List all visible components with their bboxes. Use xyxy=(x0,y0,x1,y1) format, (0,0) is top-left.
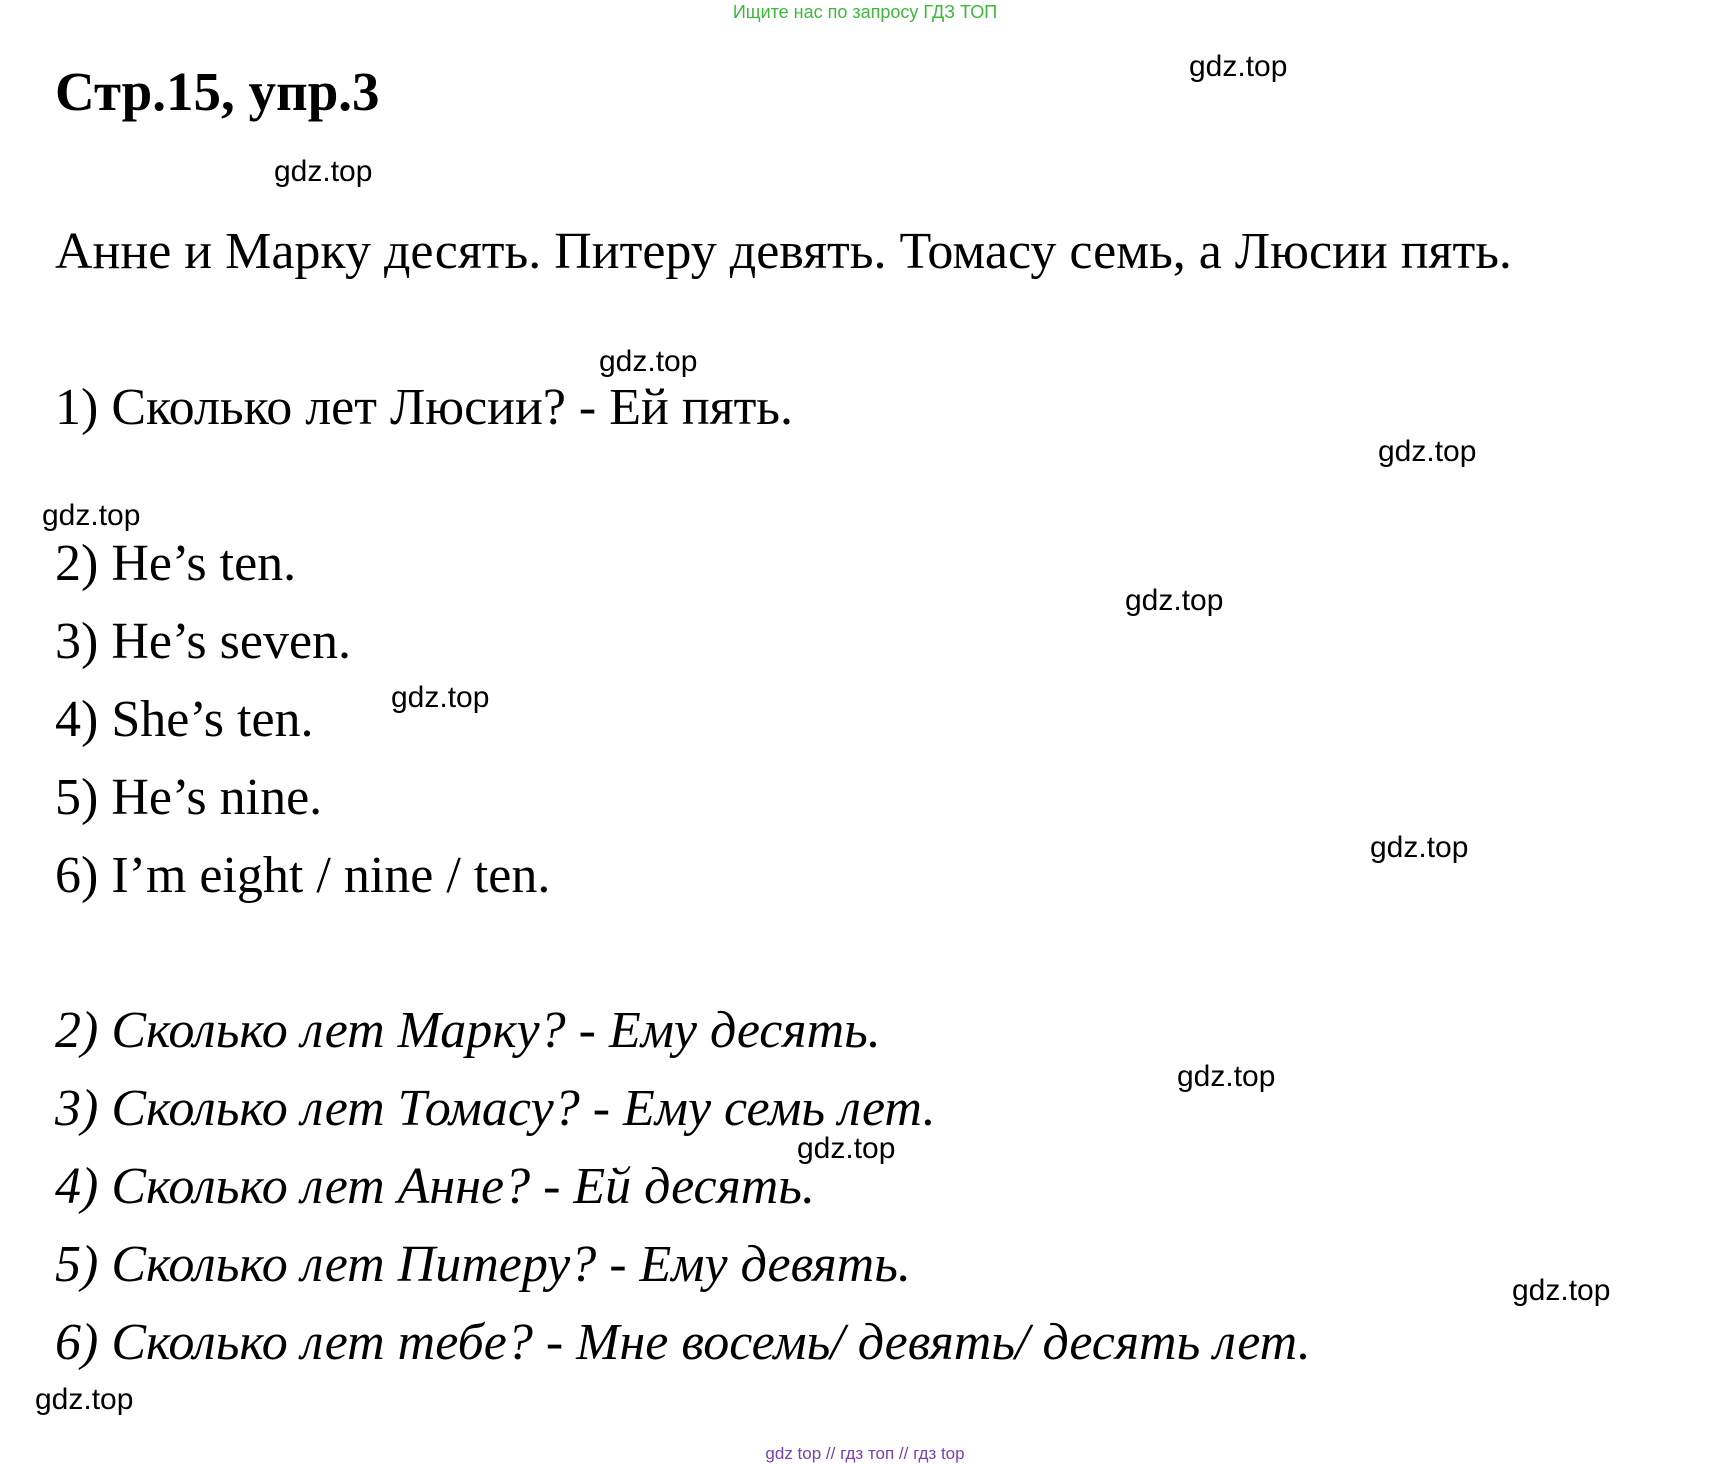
watermark: gdz.top xyxy=(1370,831,1469,864)
footer-links[interactable]: gdz top // гдз топ // гдз top xyxy=(765,1444,965,1463)
watermark: gdz.top xyxy=(1512,1274,1611,1307)
watermark: gdz.top xyxy=(599,345,698,378)
translation-line-4: 4) Сколько лет Анне? - Ей десять. xyxy=(55,1158,815,1215)
watermark: gdz.top xyxy=(1189,50,1288,83)
watermark: gdz.top xyxy=(391,681,490,714)
watermark: gdz.top xyxy=(1378,435,1477,468)
english-answer-4: 4) She’s ten. xyxy=(55,691,314,748)
translation-line-6: 6) Сколько лет тебе? - Мне восемь/ девять/ десять лет. xyxy=(55,1314,1311,1371)
watermark: gdz.top xyxy=(274,155,373,188)
english-answer-6: 6) I’m eight / nine / ten. xyxy=(55,847,551,904)
watermark: gdz.top xyxy=(35,1383,134,1416)
watermark: gdz.top xyxy=(797,1132,896,1165)
translation-line-2: 2) Сколько лет Марку? - Ему десять. xyxy=(55,1002,881,1059)
page-title: Стр.15, упр.3 xyxy=(55,61,380,122)
english-answer-2: 2) He’s ten. xyxy=(55,535,297,592)
english-answer-3: 3) He’s seven. xyxy=(55,613,352,670)
watermark: gdz.top xyxy=(1125,584,1224,617)
english-answer-5: 5) He’s nine. xyxy=(55,769,323,826)
watermark: gdz.top xyxy=(42,499,141,532)
watermark: gdz.top xyxy=(1177,1060,1276,1093)
translation-line-5: 5) Сколько лет Питеру? - Ему девять. xyxy=(55,1236,911,1293)
translation-line-3: 3) Сколько лет Томасу? - Ему семь лет. xyxy=(55,1080,936,1137)
answer-line-1: 1) Сколько лет Люсии? - Ей пять. xyxy=(55,379,794,436)
intro-text: Анне и Марку десять. Питеру девять. Томасу семь, а Люсии пять. xyxy=(55,223,1512,280)
top-banner-link[interactable]: Ищите нас по запросу ГДЗ ТОП xyxy=(732,2,998,22)
